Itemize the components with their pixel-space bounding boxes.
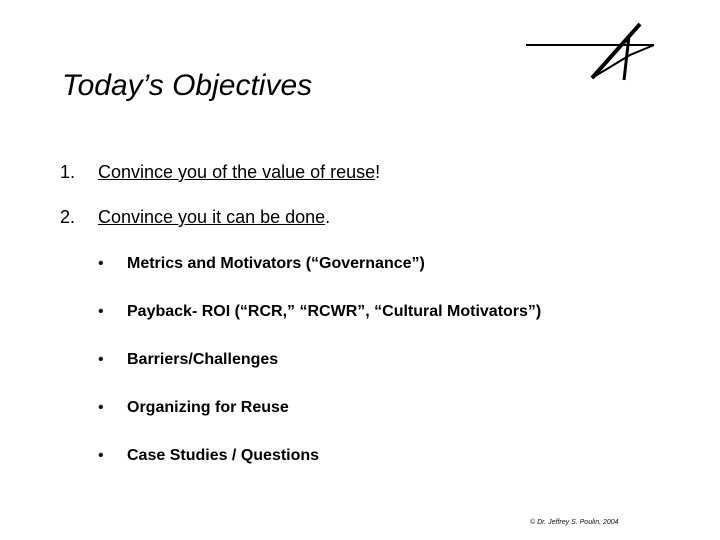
objective-1 xyxy=(60,160,380,184)
list-item xyxy=(98,252,541,300)
list-item xyxy=(98,348,541,396)
bullet-icon: • xyxy=(98,399,104,416)
objective-punctuation: . xyxy=(325,207,331,227)
list-item xyxy=(98,396,541,444)
bullet-icon: • xyxy=(98,303,104,320)
sub-topic-list xyxy=(98,252,541,492)
list-item xyxy=(98,300,541,348)
list-item xyxy=(98,444,541,492)
bullet-icon: • xyxy=(98,255,104,272)
objective-2 xyxy=(60,205,330,229)
list-item-label: Barriers/Challenges xyxy=(127,351,279,368)
list-item-label: Case Studies / Questions xyxy=(127,447,320,464)
objective-punctuation: ! xyxy=(375,162,381,182)
copyright-footer: © Dr. Jeffrey S. Poulin, 2004 xyxy=(530,519,619,526)
bullet-icon: • xyxy=(98,447,104,464)
bullet-icon: • xyxy=(98,351,104,368)
list-item-label: Payback- ROI (“RCR,” “RCWR”, “Cultural Motivators”) xyxy=(127,303,542,320)
objective-text: Convince you of the value of reuse xyxy=(98,162,376,182)
star-a-logo-icon xyxy=(522,18,662,84)
objective-number: 2. xyxy=(60,207,76,227)
page-title: Today’s Objectives xyxy=(62,69,313,102)
list-item-label: Metrics and Motivators (“Governance”) xyxy=(127,255,425,272)
objective-text: Convince you it can be done xyxy=(98,207,326,227)
list-item-label: Organizing for Reuse xyxy=(127,399,289,416)
objective-number: 1. xyxy=(60,162,76,182)
